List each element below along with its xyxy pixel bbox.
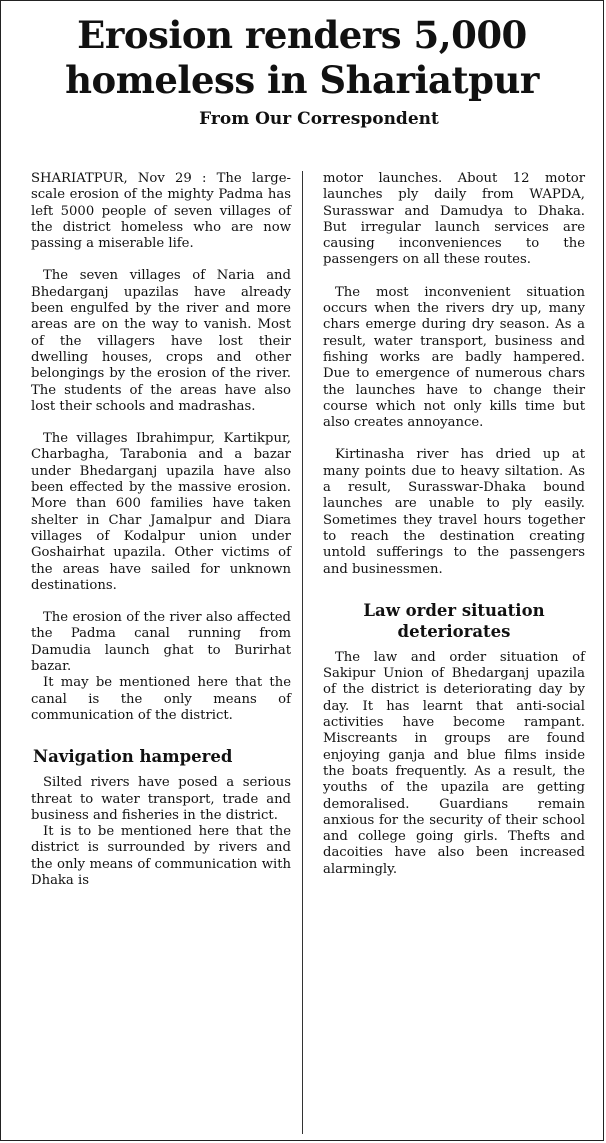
paragraph: Kirtinasha river has dried up at many points due to heavy siltation. As a result, Surasswar-Dhaka bound launches are unable to ply easily. Sometimes they travel hours together to reach the destination creating untold sufferings to the passengers and businessmen.	[323, 447, 585, 577]
column-divider	[302, 171, 303, 1134]
article-body	[1, 171, 603, 1134]
paragraph: The erosion of the river also affected the Padma canal running from Damudia launch ghat to Burirhat bazar.	[31, 610, 291, 675]
paragraph: It may be mentioned here that the canal is the only means of communication of the district.	[31, 675, 291, 723]
paragraph: The law and order situation of Sakipur Union of Bhedarganj upazila of the district is deteriorating day by day. It has learnt that anti-social activities have become rampant. Miscreants in groups are found enjoying ganja and blue films inside the boats frequently. As a result, the youths of the upazila are getting demoralised. Guardians remain anxious for the security of their school and college going girls. Thefts and dacoities have also been increased alarmingly.	[323, 649, 585, 877]
headline	[1, 1, 603, 103]
byline: From Our Correspondent	[199, 109, 439, 129]
headline-line-1: Erosion renders 5,000	[77, 13, 527, 57]
paragraph: SHARIATPUR, Nov 29 : The large-scale erosion of the mighty Padma has left 5000 people of seven villages of the district homeless who are now passing a miserable life.	[31, 171, 291, 252]
paragraph: Silted rivers have posed a serious threat to water transport, trade and business and fisheries in the district.	[31, 775, 291, 823]
subheading-law-order	[323, 600, 585, 642]
headline-line-2: homeless in Shariatpur	[65, 58, 539, 102]
paragraph: motor launches. About 12 motor launches ply daily from WAPDA, Surasswar and Damudya to Dhaka. But irregular launch services are causing inconveniences to the passengers on all these routes.	[323, 171, 585, 268]
subheading-navigation: Navigation hampered	[33, 747, 233, 767]
left-column	[1, 171, 301, 1134]
subheading-line-2: deteriorates	[397, 621, 511, 641]
subheading-line-1: Law order situation	[363, 600, 545, 620]
paragraph: The villages Ibrahimpur, Kartikpur, Charbagha, Tarabonia and a bazar under Bhedarganj upazila have also been effected by the massive erosion. More than 600 families have taken shelter in Char Jamalpur and Diara villages of Kodalpur union under Goshairhat upazila. Other victims of the areas have sailed for unknown destinations.	[31, 431, 291, 593]
right-column	[301, 171, 603, 1134]
paragraph: It is to be mentioned here that the district is surrounded by rivers and the only means of communication with Dhaka is	[31, 824, 291, 888]
paragraph: The seven villages of Naria and Bhedarganj upazilas have already been engulfed by the river and more areas are on the way to vanish. Most of the villagers have lost their dwelling houses, crops and other belongings by the erosion of the river. The students of the areas have also lost their schools and madrashas.	[31, 268, 291, 414]
paragraph: The most inconvenient situation occurs when the rivers dry up, many chars emerge during dry season. As a result, water transport, business and fishing works are badly hampered. Due to emergence of numerous chars the launches have to change their course which not only kills time but also creates annoyance.	[323, 284, 585, 431]
